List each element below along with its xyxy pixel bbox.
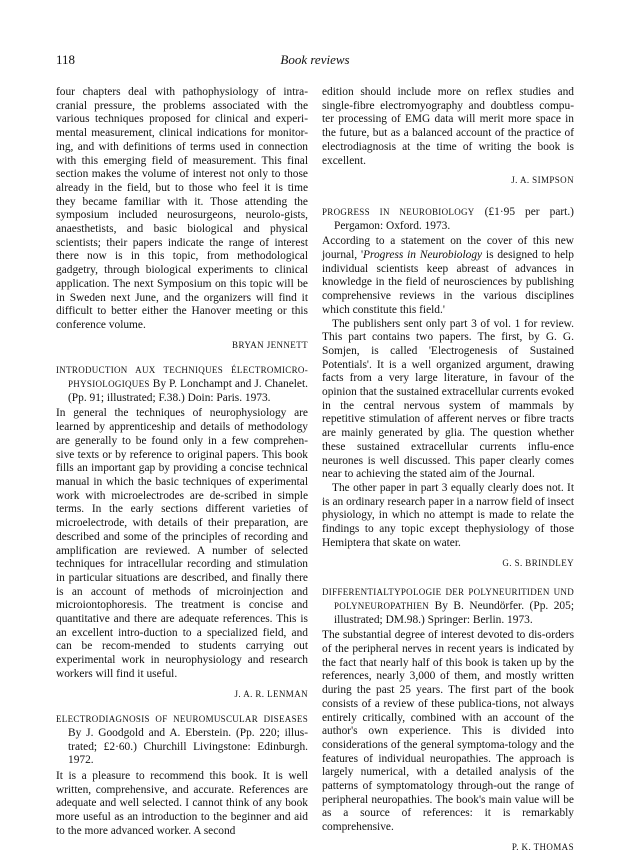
book-details: By P. Lonchampt and J. Chanelet. (Pp. 91; illustrated; F.38.) Doin: Paris. 1973. (68, 378, 308, 404)
page-header (56, 52, 574, 72)
review-paragraph: The publishers sent only part 3 of vol. 1 for review. This part contains two papers. The first, by G. G. Somjen, is called 'Electrogenesis of Sustained Potentials'. It is a well organized argument, drawing facts from a very large literature, in favour of the opinion that the sustained extracellular currents evoked in the central nervous system of mammals by repetitive stimulation of afferent nerves or fibre tracts are mainly generated by glia. The question whether these sustained extracellular currents influ-ence neurones is well discussed. This paper clearly comes near to achieving the stated aim of the Journal. (322, 317, 574, 481)
review-paragraph: The other paper in part 3 equally clearly does not. It is an ordinary research paper in a narrow field of insect physiology, in which no attempt is made to relate the findings to any topic except thephysiology of those Hemiptera that skate on water. (322, 481, 574, 549)
review-text: is designed to help individual scientists keep abreast of advances in knowledge in the field of neurosciences by publishing comprehensive reviews in the various disciplines which constitute this field.' (322, 249, 575, 316)
reviewer-signature: BRYAN JENNETT (232, 339, 308, 350)
review-paragraph (322, 235, 574, 317)
review-body: It is a pleasure to recommend this book. It is well written, comprehensive, and accurate. References are adequate and well selected. I cannot think of any book more useful as an introduction to the beginner and aid to the more advanced worker. A second (56, 770, 308, 837)
review-heading (322, 586, 574, 627)
page-number: 118 (56, 52, 76, 67)
continued-paragraph: four chapters deal with pathophysiology of intra-cranial pressure, the problems associated with the various techniques proposed for clinical and experi-mental measurement, clinical indications for monitor-ing, and with definitions of terms used in connection with this emerging field of measurement. This final section makes the volume of interest not only to those already in the field, but to those who feel it is time they became familiar with it. Those attending the symposium included neurosurgeons, neurolo-gists, anaesthetists, and basic biological and physical scientists; their papers indicate the range of interest there now is in this topic, from methodological gadgetry, through biological experiments to clinical application. The next Symposium on this topic will be in Sweden next June, and the organizers will find it difficult to better either the Hanover meeting or this conference volume. (56, 86, 308, 331)
review-body: The substantial degree of interest devoted to dis-orders of the peripheral nerves in recent years is indicated by the fact that nearly half of this book is taken up by the references, nearly 3,000 of them, and mostly written during the past 25 years. The first part of the book consists of a review of these publica-tions, not always entirely critically, combined with an account of the author's own experience. This is divided into considerations of the general symptoma-tology and the features of individual neuropathies. The approach is largely numerical, with a detailed analysis of the patterns of symptomatology through-out the range of peripheral neuropathies. The book's main value will be as a source of references: it is remarkably comprehensive. (322, 629, 574, 834)
review-heading (56, 364, 308, 405)
running-head: Book reviews (280, 52, 350, 67)
continued-paragraph: edition should include more on reflex studies and single-fibre electromyography and doubtless compu-ter processing of EMG data will merit more space in the future, but as a balanced account of the practice of electrodiagnosis at the time of writing the book is excellent. (322, 86, 574, 167)
reviewer-signature: J. A. SIMPSON (511, 175, 574, 186)
book-title: PROGRESS IN NEUROBIOLOGY (322, 206, 475, 217)
reviewer-signature: G. S. BRINDLEY (502, 557, 574, 568)
review-heading (56, 713, 308, 768)
right-column (322, 86, 574, 867)
book-title: ELECTRODIAGNOSIS OF NEUROMUSCULAR DISEASES (56, 714, 308, 725)
review-body: In general the techniques of neurophysiology are learned by apprenticeship and details of methodology are generally to be found only in a few comprehen-sive texts or by reference to original papers. This book fills an important gap by providing a concise technical manual in which the basic techniques of experimental work with microelectrodes are de-scribed in simple terms. In the early sections different varieties of microelectrode, with details of their preparation, are described and some of the principles of recording and amplification are reviewed. A number of selected techniques for intracellular recording and stimulation in particular situations are described, and finally there is an account of methods of microinjection and microiontophoresis. The treatment is concise and quantitative and there are adequate references. This is an excellent intro-duction to a specialized field, and can be recom-mended to students carrying out experimental work in neurophysiology and research workers will find it useful. (56, 407, 308, 680)
book-title: DIFFERENTIALTYPOLOGIE DER POLYNEURITIDEN UND POLYNEUROPATHIEN (322, 587, 574, 611)
review-heading (322, 206, 574, 233)
book-title: INTRODUCTION AUX TECHNIQUES ÉLECTROMICRO-PHYSIOLOGIQUES (56, 365, 308, 390)
left-column (56, 86, 308, 839)
reviewer-signature: P. K. THOMAS (511, 841, 574, 852)
book-details: By J. Goodgold and A. Eberstein. (Pp. 220; illus-trated; £2·60.) Churchill Livingstone: Edinburgh. 1972. (68, 726, 308, 767)
journal-title: Progress in Neurobiology (363, 249, 483, 262)
review-text: According to a statement on the cover of this new journal, ' (322, 235, 574, 262)
book-details: (£1·95 per part.) Pergamon: Oxford. 1973. (334, 205, 574, 232)
book-details: By B. Neundörfer. (Pp. 205; illustrated; DM.98.) Springer: Berlin. 1973. (334, 599, 574, 626)
reviewer-signature: J. A. R. LENMAN (234, 688, 308, 699)
